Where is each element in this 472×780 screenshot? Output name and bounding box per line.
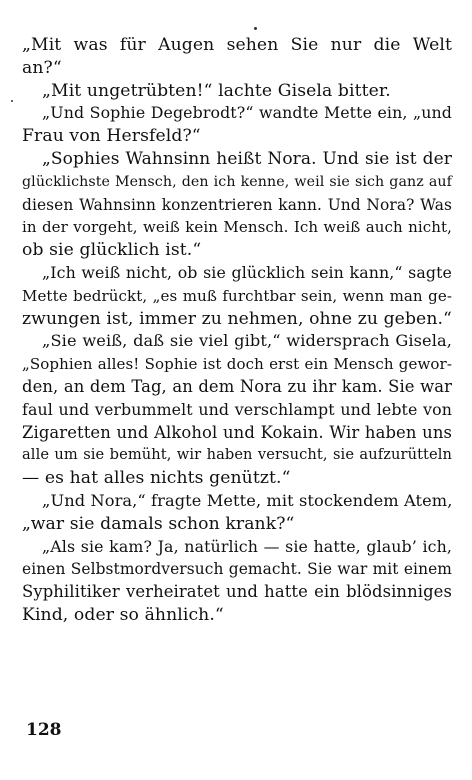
text-line: diesen Wahnsinn konzentrieren kann. Und Nora? Was <box>22 195 452 214</box>
text-line: einen Selbstmordversuch gemacht. Sie war mit einem <box>22 560 452 579</box>
text-line: „war sie damals schon krank?“ <box>22 513 295 534</box>
text-line: „Sophies Wahnsinn heißt Nora. Und sie ist der <box>42 148 452 169</box>
text-line: faul und verbummelt und verschlampt und lebte von <box>22 399 452 419</box>
text-line: in der vorgeht, weiß kein Mensch. Ich weiß auch nicht, <box>22 218 452 237</box>
text-line: Zigaretten und Alkohol und Kokain. Wir haben uns <box>22 422 452 442</box>
text-line: an?“ <box>22 57 62 78</box>
page-number: 128 <box>26 720 62 740</box>
text-line: Kind, oder so ähnlich.“ <box>22 604 224 625</box>
text-line: zwungen ist, immer zu nehmen, ohne zu geben.“ <box>22 308 452 329</box>
text-line: den, an dem Tag, an dem Nora zu ihr kam. Sie war <box>22 376 452 396</box>
text-line: Syphilitiker verheiratet und hatte ein blödsinniges <box>22 582 452 602</box>
text-line: „Ich weiß nicht, ob sie glücklich sein kann,“ sagte <box>42 262 452 282</box>
text-line: „Mit ungetrübten!“ lachte Gisela bitter. <box>42 80 391 101</box>
text-line: „Und Nora,“ fragte Mette, mit stockendem Atem, <box>42 490 453 510</box>
text-line: — es hat alles nichts genützt.“ <box>22 468 291 489</box>
print-speck <box>11 100 13 102</box>
print-speck <box>254 27 257 30</box>
text-line: „Sophien alles! Sophie ist doch erst ein Mensch gewor- <box>22 355 452 374</box>
text-line: alle um sie bemüht, wir haben versucht, sie aufzurütteln <box>22 446 452 464</box>
text-line: glücklichste Mensch, den ich kenne, weil sie sich ganz auf <box>22 173 452 190</box>
text-line: Frau von Hersfeld?“ <box>22 126 201 147</box>
text-line: „Mit was für Augen sehen Sie nur die Welt <box>22 35 452 55</box>
text-line: Mette bedrückt, „es muß furchtbar sein, wenn man ge- <box>22 286 452 305</box>
text-line: „Und Sophie Degebrodt?“ wandte Mette ein, „und <box>42 103 452 123</box>
text-line: „Sie weiß, daß sie viel gibt,“ widersprach Gisela, <box>42 331 452 351</box>
body-text <box>22 34 452 627</box>
text-line: ob sie glücklich ist.“ <box>22 240 202 261</box>
text-line: „Als sie kam? Ja, natürlich — sie hatte, glaub’ ich, <box>42 536 452 556</box>
